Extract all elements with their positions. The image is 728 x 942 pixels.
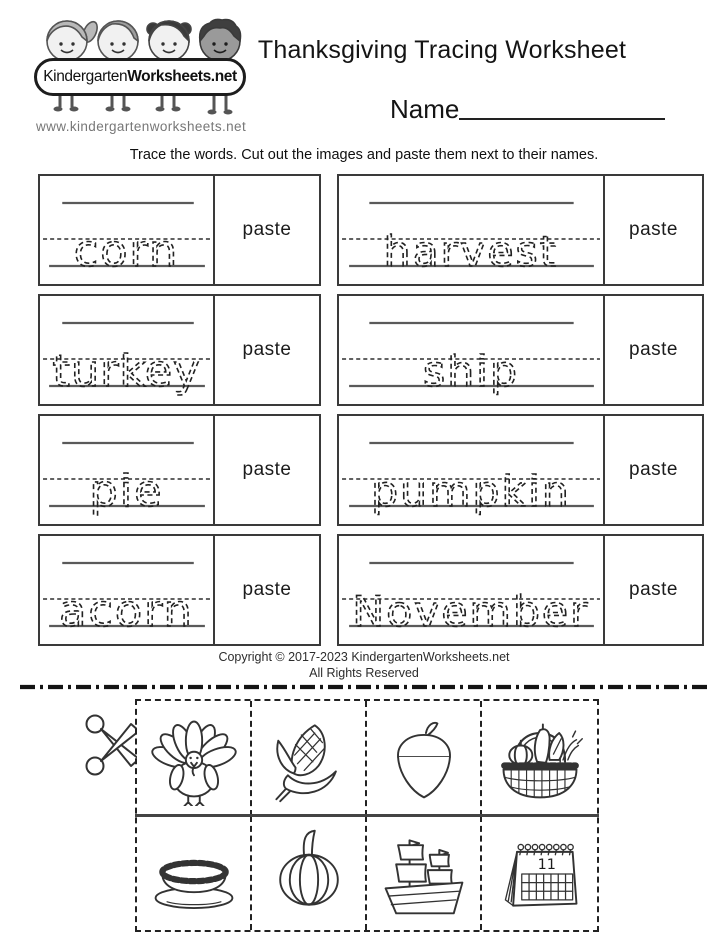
traced-word: turkey [52, 346, 201, 397]
website-url: www.kindergartenworksheets.net [36, 119, 247, 134]
word-cell-turkey [38, 294, 321, 406]
copyright-line2: All Rights Reserved [309, 666, 419, 680]
paste-box [213, 176, 319, 284]
copyright-line1: Copyright © 2017-2023 KindergartenWorksheets.net [218, 650, 510, 664]
paste-label: paste [242, 339, 292, 360]
pumpkin-icon [261, 825, 357, 921]
tracing-guide [339, 296, 603, 404]
word-cell-november [337, 534, 704, 646]
instruction-text: Trace the words. Cut out the images and paste them next to their names. [129, 147, 599, 163]
logo-text-worksheets: Worksheets.net [127, 68, 237, 85]
name-blank-line [459, 94, 665, 120]
copyright-block [0, 649, 728, 681]
tracing-grid [38, 174, 704, 646]
tracing-guide [40, 176, 213, 284]
word-cell-ship [337, 294, 704, 406]
traced-word: pie [89, 466, 164, 517]
trace-area-harvest [339, 176, 603, 284]
word-cell-corn [38, 174, 321, 286]
trace-area-november [339, 536, 603, 644]
trace-area-acorn [40, 536, 213, 644]
acorn-icon [376, 710, 472, 806]
cutout-cell-ship [367, 816, 482, 931]
traced-word: ship [423, 347, 519, 396]
cutout-cell-turkey [137, 701, 252, 816]
paste-label: paste [242, 459, 292, 480]
paste-box [603, 416, 702, 524]
tracing-guide [40, 296, 213, 404]
paste-label: paste [629, 579, 678, 600]
paste-label: paste [629, 459, 678, 480]
paste-label: paste [629, 219, 678, 240]
cutout-cell-pie [137, 816, 252, 931]
traced-word: harvest [383, 227, 559, 276]
paste-box [213, 536, 319, 644]
tracing-guide [339, 176, 603, 284]
cut-line [18, 683, 710, 691]
turkey-icon [146, 710, 242, 806]
corn-icon [261, 710, 357, 806]
traced-word: pumpkin [371, 467, 571, 516]
harvest-basket-icon [492, 710, 588, 806]
cutout-cell-pumpkin [252, 816, 367, 931]
cutout-cell-calendar [482, 816, 597, 931]
traced-word: corn [73, 226, 180, 277]
paste-box [603, 536, 702, 644]
word-cell-pumpkin [337, 414, 704, 526]
paste-box [213, 296, 319, 404]
word-cell-harvest [337, 174, 704, 286]
trace-area-ship [339, 296, 603, 404]
trace-area-turkey [40, 296, 213, 404]
logo-text-kindergarten: Kindergarten [43, 68, 128, 85]
paste-box [603, 296, 702, 404]
site-logo [34, 14, 246, 118]
trace-area-pie [40, 416, 213, 524]
word-cell-acorn [38, 534, 321, 646]
tracing-guide [40, 536, 213, 644]
calendar-number: 11 [537, 856, 556, 873]
scissors-icon [84, 702, 142, 792]
cutout-cell-corn [252, 701, 367, 816]
pie-icon [146, 825, 242, 921]
logo-wordmark [34, 58, 246, 96]
paste-label: paste [242, 219, 292, 240]
cutout-cell-harvest-basket [482, 701, 597, 816]
traced-word: November [352, 587, 590, 636]
trace-area-corn [40, 176, 213, 284]
cutout-cell-acorn [367, 701, 482, 816]
traced-word: acorn [59, 586, 194, 637]
page-title: Thanksgiving Tracing Worksheet [257, 36, 627, 64]
tracing-guide [339, 536, 603, 644]
tracing-guide [339, 416, 603, 524]
paste-label: paste [629, 339, 678, 360]
row-divider [135, 814, 599, 817]
name-label: Name [390, 94, 460, 124]
calendar-icon [492, 825, 588, 921]
paste-label: paste [242, 579, 292, 600]
word-cell-pie [38, 414, 321, 526]
ship-icon [376, 825, 472, 921]
paste-box [603, 176, 702, 284]
trace-area-pumpkin [339, 416, 603, 524]
name-row [390, 92, 665, 125]
paste-box [213, 416, 319, 524]
tracing-guide [40, 416, 213, 524]
cutout-image-grid [135, 699, 599, 932]
